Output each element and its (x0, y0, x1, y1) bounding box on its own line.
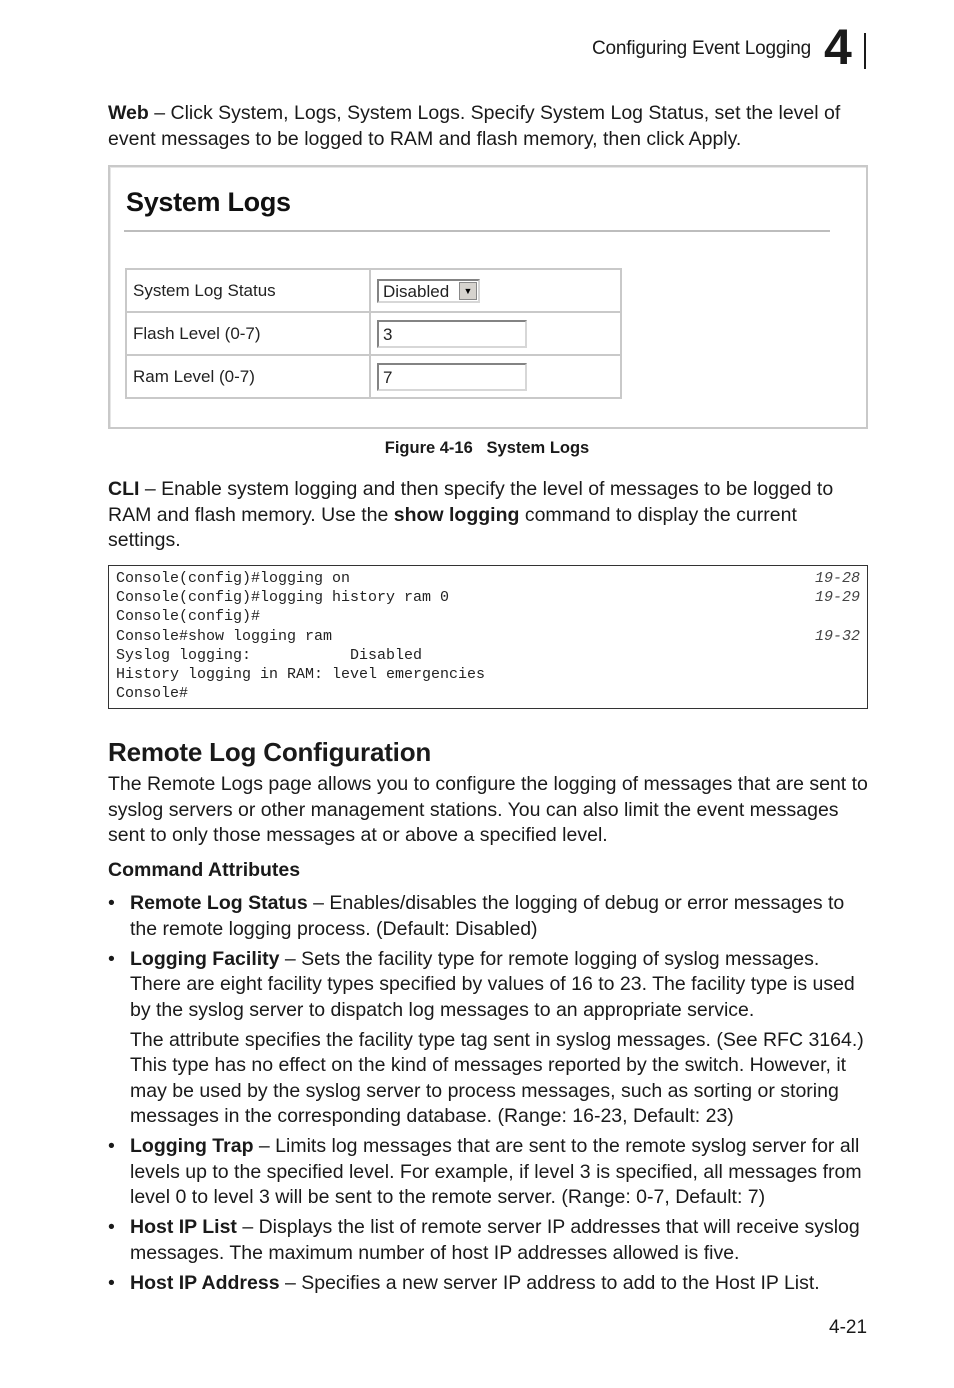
system-logs-figure (108, 165, 868, 429)
section-description: The Remote Logs page allows you to configure the logging of messages that are sent to syslog servers or other management stations. You can also limit the event messages sent to only those messages at or above a specified level. (108, 773, 868, 846)
code-line (116, 588, 860, 607)
attribute-description: – Enables/disables the logging of debug or error messages to the remote logging process. (Default: Disabled) (130, 892, 845, 940)
ram-level-input[interactable]: 7 (377, 363, 527, 391)
list-item (108, 891, 872, 942)
code-text: Console# (116, 685, 189, 703)
bullet-icon: • (108, 1216, 115, 1238)
attribute-term: Remote Log Status (130, 892, 308, 914)
figure-title-divider (124, 230, 830, 232)
list-item (108, 1271, 872, 1297)
bullet-icon: • (108, 947, 115, 970)
bullet-icon: • (108, 1271, 115, 1294)
figure-page-title: System Logs (126, 187, 291, 217)
web-text: – Click System, Logs, System Logs. Specify System Log Status, set the level of event messages to be logged to RAM and flash memory, then click Apply. (108, 102, 841, 150)
list-item (108, 947, 872, 1130)
log-status-cell (370, 269, 621, 312)
web-instructions (108, 101, 868, 152)
chapter-number: 4 (824, 19, 852, 75)
bullet-icon: • (108, 1135, 115, 1157)
cli-text-after: command to display the current settings. (108, 503, 797, 551)
code-line (116, 646, 860, 665)
attribute-description: – Limits log messages that are sent to the remote syslog server for all levels up to the specified level. For example, if level 3 is specified, all messages from level 0 to level 3 will be sent to the remote server. (Range: 0-7, Default: 7) (130, 1135, 862, 1208)
code-line (116, 569, 860, 588)
code-text: Console(config)#logging history ram 0 (116, 589, 450, 607)
section-heading: Remote Log Configuration (108, 737, 432, 767)
page-number: 4-21 (829, 1317, 868, 1338)
code-reference: 19-29 (814, 589, 860, 607)
code-text: History logging in RAM: level emergencies (116, 666, 486, 684)
log-status-value: Disabled (383, 281, 450, 301)
code-text: Console(config)# (116, 608, 261, 626)
form-row-ram-level (126, 355, 621, 398)
attributes-heading: Command Attributes (108, 859, 301, 881)
flash-level-input[interactable]: 3 (377, 320, 527, 348)
attribute-description: – Displays the list of remote server IP addresses that will receive syslog messages. The maximum number of host IP addresses allowed is five. (130, 1216, 860, 1264)
system-logs-form (125, 268, 622, 399)
log-status-select[interactable] (377, 279, 480, 303)
form-row-flash-level (126, 312, 621, 355)
attribute-term: Host IP List (130, 1216, 237, 1238)
code-text: Syslog logging: Disabled (116, 646, 423, 664)
cli-command: show logging (393, 503, 520, 526)
ram-level-cell (370, 355, 621, 398)
cli-code-block (108, 565, 868, 709)
attribute-term: Logging Trap (130, 1135, 254, 1157)
attribute-description: – Specifies a new server IP address to add to the Host IP List. (279, 1271, 820, 1294)
cli-instructions (108, 477, 868, 554)
attributes-list (108, 891, 872, 1301)
log-status-label: System Log Status (126, 269, 370, 312)
code-line (116, 607, 860, 626)
code-line (116, 684, 860, 703)
attribute-term: Host IP Address (130, 1271, 280, 1294)
flash-level-label: Flash Level (0-7) (126, 312, 370, 355)
attribute-term: Logging Facility (130, 947, 280, 970)
web-label: Web (108, 102, 149, 124)
cli-text-before: – Enable system logging and then specify the level of messages to be logged to RAM and flash memory. Use the (108, 478, 834, 526)
form-row-log-status (126, 269, 621, 312)
code-text: Console#show logging ram (116, 627, 333, 645)
code-text: Console(config)#logging on (116, 570, 351, 587)
code-line (116, 627, 860, 646)
flash-level-cell (370, 312, 621, 355)
ram-level-label: Ram Level (0-7) (126, 355, 370, 398)
cli-label: CLI (108, 478, 140, 500)
figure-caption: Figure 4-16 System Logs (384, 439, 590, 457)
code-reference: 19-32 (814, 627, 860, 645)
chapter-divider (864, 33, 866, 69)
running-header: Configuring Event Logging (592, 38, 811, 59)
attribute-note: The attribute specifies the facility type tag sent in syslog messages. (See RFC 3164.) This type has no effect on the kind of messages reported by the switch. However, it may be used by the syslog server to process messages, such as sorting or storing messages in the corresponding database. (Range: 16-23, Default: 23) (130, 1028, 864, 1127)
attribute-description: – Sets the facility type for remote logging of syslog messages. There are eight facility types specified by values of 16 to 23. The facility type is used by the syslog server to dispatch log messages to an appropriate service. (130, 947, 855, 1021)
code-reference: 19-28 (814, 570, 860, 587)
chevron-down-icon[interactable]: ▼ (459, 282, 477, 300)
list-item (108, 1215, 872, 1266)
list-item (108, 1134, 872, 1211)
bullet-icon: • (108, 892, 115, 914)
code-line (116, 665, 860, 684)
